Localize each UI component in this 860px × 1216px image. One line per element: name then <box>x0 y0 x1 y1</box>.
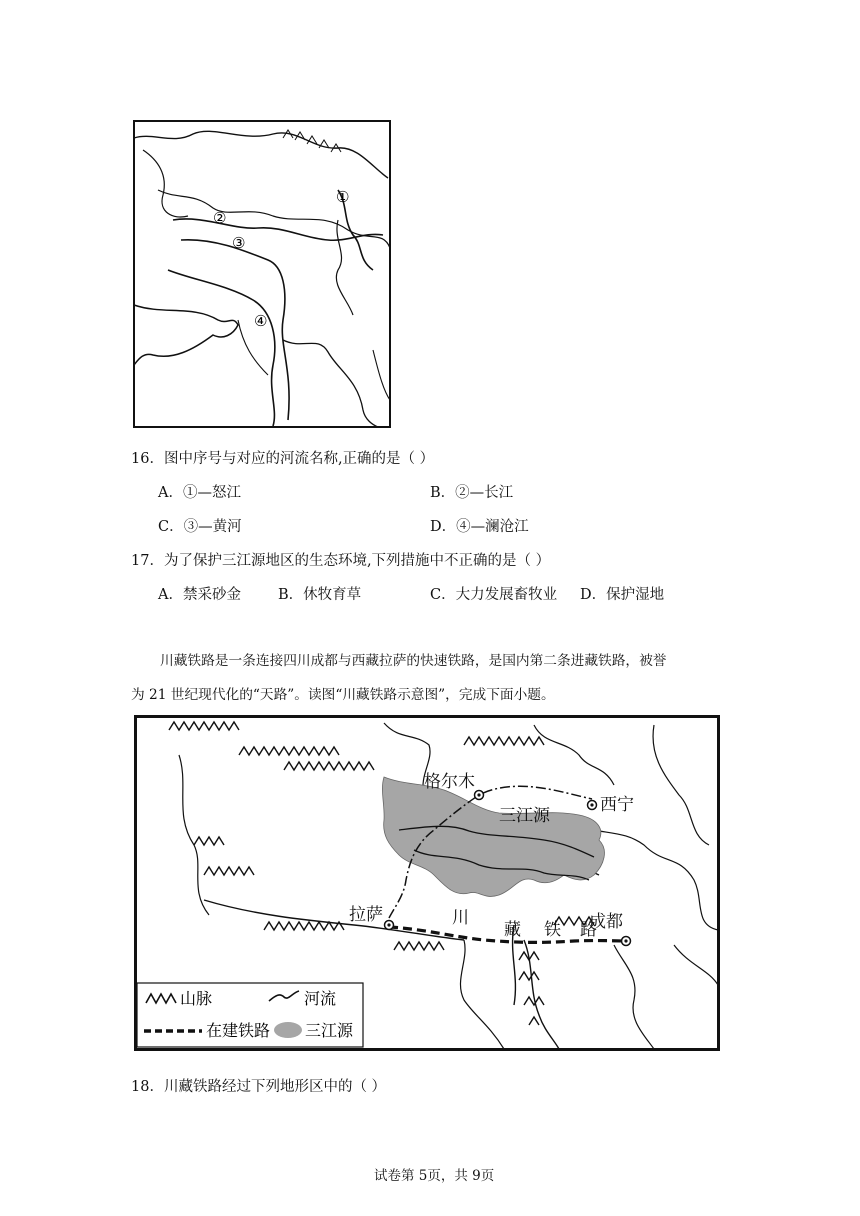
label-xining: 西宁 <box>600 795 634 815</box>
label-rail-char-1: 川 <box>452 908 469 928</box>
label-rail-char-2: 藏 <box>504 920 521 940</box>
river-marker-3: ③ <box>232 234 246 252</box>
passage-line-2: 为 21 世纪现代化的“天路”。读图“川藏铁路示意图”，完成下面小题。 <box>131 687 555 703</box>
legend-river: 河流 <box>304 989 337 1008</box>
q17-option-d[interactable]: D．保护湿地 <box>580 587 665 603</box>
label-rail-char-4: 路 <box>580 920 597 940</box>
river-map <box>133 120 391 428</box>
q16-option-d[interactable]: D．④—澜沧江 <box>430 519 529 535</box>
map-legend <box>137 983 363 1047</box>
question-16-stem: 16．图中序号与对应的河流名称,正确的是（ ） <box>131 451 435 467</box>
question-17-stem: 17．为了保护三江源地区的生态环境,下列措施中不正确的是（ ） <box>131 553 551 569</box>
q16-option-c[interactable]: C．③—黄河 <box>158 519 242 535</box>
q17-option-b[interactable]: B．休牧育草 <box>278 587 362 603</box>
page-footer: 试卷第 5页，共 9页 <box>374 1168 495 1184</box>
question-18-stem: 18．川藏铁路经过下列地形区中的（ ） <box>131 1079 387 1095</box>
q16-option-a[interactable]: A．①—怒江 <box>158 485 241 501</box>
passage-line-1: 川藏铁路是一条连接四川成都与西藏拉萨的快速铁路，是国内第二条进藏铁路，被誉 <box>160 653 667 669</box>
legend-source: 三江源 <box>305 1021 354 1040</box>
legend-mountains: 山脉 <box>180 989 213 1008</box>
label-rail-char-3: 铁 <box>544 920 561 940</box>
label-sanjiangyuan: 三江源 <box>499 806 550 826</box>
label-lhasa: 拉萨 <box>349 905 383 925</box>
q17-option-a[interactable]: A．禁采砂金 <box>158 587 241 603</box>
q16-option-b[interactable]: B．②—长江 <box>430 485 514 501</box>
river-marker-1: ① <box>336 188 350 206</box>
river-marker-4: ④ <box>254 312 268 330</box>
river-marker-2: ② <box>213 209 227 227</box>
sichuan-tibet-railway-map <box>134 715 720 1051</box>
legend-railway: 在建铁路 <box>206 1021 271 1040</box>
label-chengdu: 成都 <box>589 912 623 932</box>
label-golmud: 格尔木 <box>424 772 475 792</box>
q17-option-c[interactable]: C．大力发展畜牧业 <box>430 587 558 603</box>
source-area-icon <box>274 1022 302 1038</box>
